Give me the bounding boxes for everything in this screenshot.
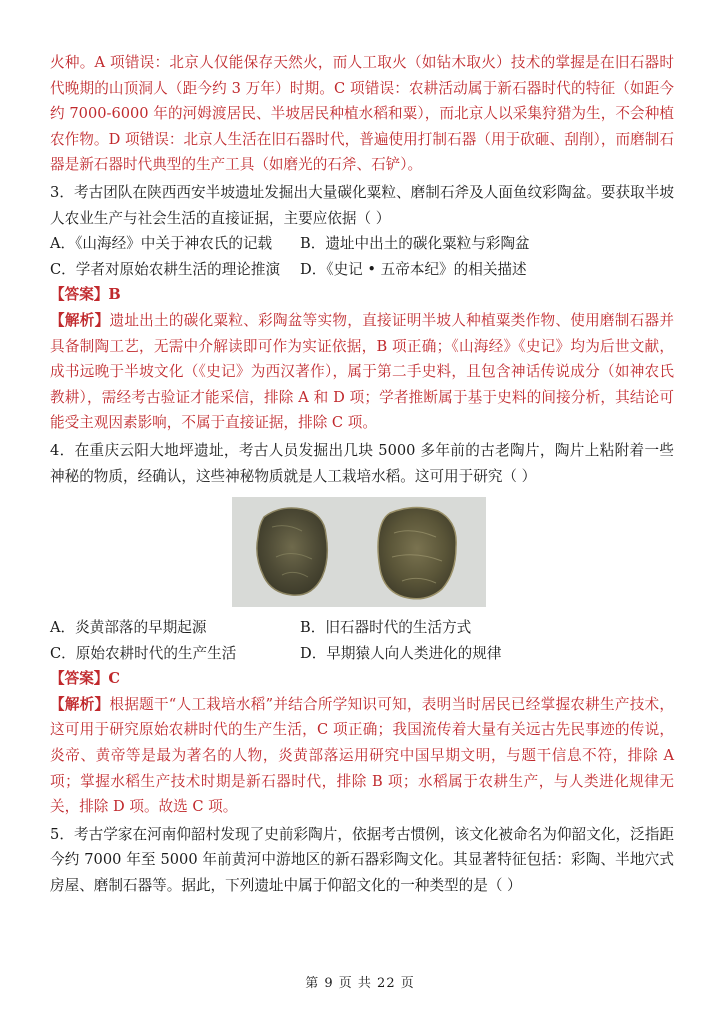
pottery-shard-right — [378, 508, 456, 599]
pottery-shards-image — [232, 497, 486, 607]
question-5-stem: 5．考古学家在河南仰韶村发现了史前彩陶片，依据考古惯例，该文化被命名为仰韶文化，泛指距今约 7000 年至 5000 年前黄河中游地区的新石器彩陶文化。其显著特征包括：彩陶、半地穴式房屋、磨制石器等。据此，下列遗址中属于仰韶文化的一种类型的是（ ） — [50, 825, 674, 895]
question-3-option-d: D．《史记 • 五帝本纪》的相关描述 — [300, 260, 527, 278]
question-3-options-row-2 — [50, 257, 674, 283]
analysis-text: 遗址出土的碳化粟粒、彩陶盆等实物，直接证明半坡人种植粟类作物、使用磨制石器并具备制陶工艺，无需中介解读即可作为实证依据，B 项正确；《山海经》《史记》均为后世文献，成书远晚于半坡文化（《史记》为西汉著作），属于第二手史料，且包含神话传说成分（如神农氏教耕），需经考古验证才能采信，排除 A 和 D 项；学者推断属于基于史料的间接分析，其结论可能受主观因素影响，不属于直接证据，排除 C 项。 — [50, 311, 674, 432]
question-4-options-row-1 — [50, 615, 674, 641]
question-3-option-a: A．《山海经》中关于神农氏的记载 — [50, 235, 273, 253]
question-3-answer — [50, 282, 674, 308]
answer-value: C — [108, 670, 121, 688]
question-3-options-row-1 — [50, 231, 674, 257]
analysis-tag: 【解析】 — [50, 695, 110, 713]
question-4-stem: 4．在重庆云阳大地坪遗址，考古人员发掘出几块 5000 多年前的古老陶片，陶片上粘附着一些神秘的物质，经确认，这些神秘物质就是人工栽培水稻。这可用于研究（ ） — [50, 441, 674, 485]
previous-analysis-continuation: 火种。A 项错误：北京人仅能保存天然火，而人工取火（如钻木取火）技术的掌握是在旧石器时代晚期的山顶洞人（距今约 3 万年）时期。C 项错误：农耕活动属于新石器时代的特征（如距今约 7000-6000 年的河姆渡居民、半坡居民种植水稻和粟），而北京人以采集狩猎为生，不会种植农作物。D 项错误：北京人生活在旧石器时代，普遍使用打制石器（用于砍砸、刮削），而磨制石器是新石器时代典型的生产工具（如磨光的石斧、石铲）。 — [50, 54, 674, 174]
question-4-analysis — [50, 692, 674, 820]
page-content — [50, 50, 674, 899]
question-4-answer — [50, 666, 674, 692]
question-3-option-b: B．遗址中出土的碳化粟粒与彩陶盆 — [300, 235, 530, 253]
question-4-option-c: C．原始农耕时代的生产生活 — [50, 644, 237, 662]
question-4-option-a: A．炎黄部落的早期起源 — [50, 619, 207, 637]
analysis-tag: 【解析】 — [50, 311, 110, 329]
question-3-analysis — [50, 308, 674, 436]
question-4-options-row-2 — [50, 641, 674, 667]
page-footer: 第 9 页 共 22 页 — [305, 976, 415, 991]
question-3-stem: 3．考古团队在陕西西安半坡遗址发掘出大量碳化粟粒、磨制石斧及人面鱼纹彩陶盆。要获取半坡人农业生产与社会生活的直接证据，主要应依据（ ） — [50, 183, 674, 227]
analysis-text: 根据题干“人工栽培水稻”并结合所学知识可知，表明当时居民已经掌握农耕生产技术，这可用于研究原始农耕时代的生产生活，C 项正确；我国流传着大量有关远古先民事迹的传说，炎帝、黄帝等是最为著名的人物，炎黄部落运用研究中国早期文明，与题干信息不符，排除 A 项；掌握水稻生产技术时期是新石器时代，排除 B 项；水稻属于农耕生产，与人类进化规律无关，排除 D 项。故选 C 项。 — [50, 695, 674, 816]
pottery-shards-photo — [232, 497, 486, 607]
pottery-shard-left — [257, 508, 327, 595]
question-3-option-c: C．学者对原始农耕生活的理论推演 — [50, 260, 281, 278]
answer-tag: 【答案】 — [50, 670, 109, 688]
question-4-option-b: B．旧石器时代的生活方式 — [300, 619, 472, 637]
answer-value: B — [108, 286, 121, 304]
question-4-option-d: D．早期猿人向人类进化的规律 — [300, 644, 502, 662]
answer-tag: 【答案】 — [50, 286, 109, 304]
